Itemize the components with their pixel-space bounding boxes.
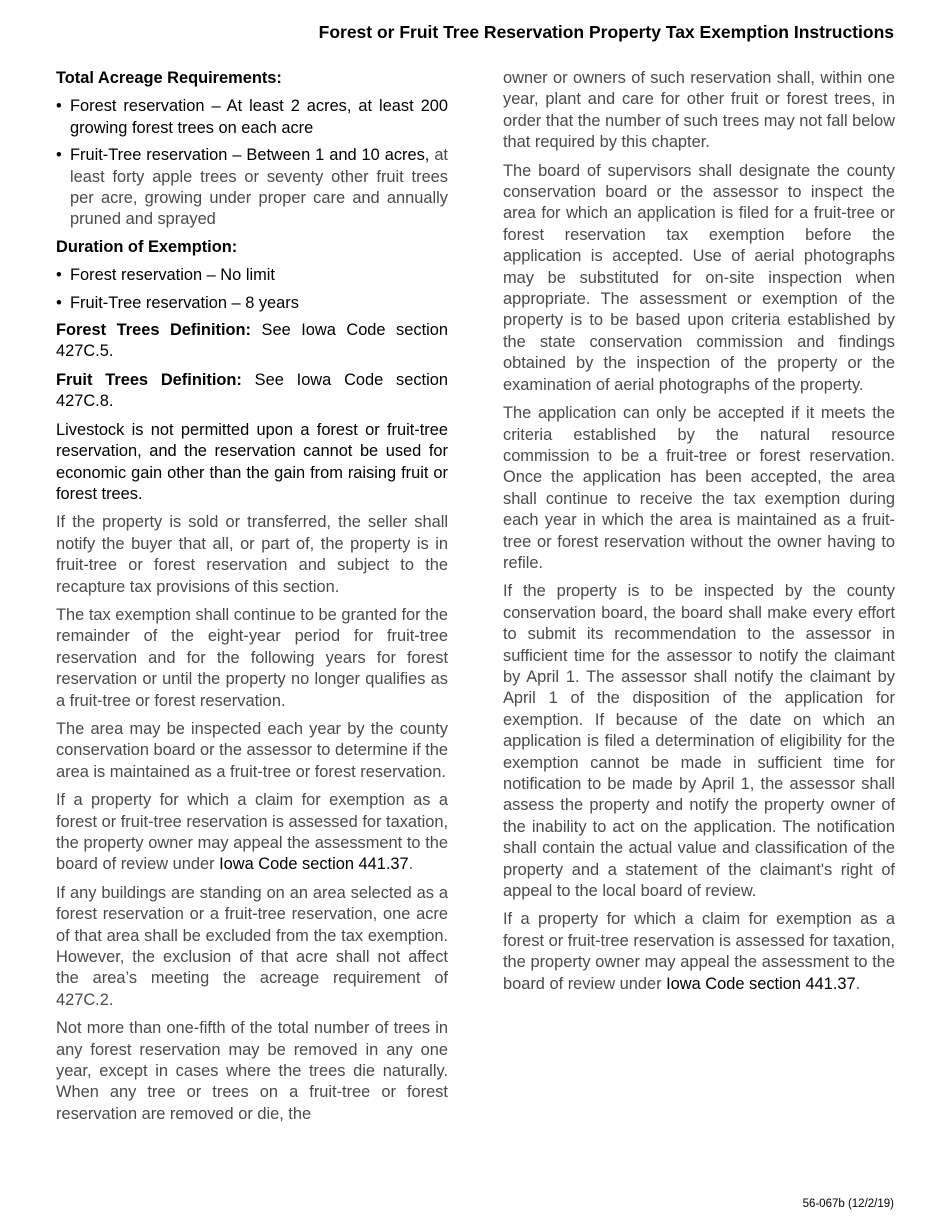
livestock-paragraph: Livestock is not permitted upon a forest or fruit-tree reservation, and the reservation cannot be used for economic gain other than the gain from raising fruit or forest trees. bbox=[56, 420, 448, 503]
forest-definition-text: See Iowa Code section 427C.5. bbox=[56, 321, 448, 361]
acreage-heading: Total Acreage Requirements: bbox=[56, 69, 282, 87]
acreage-list bbox=[56, 96, 448, 230]
acreage-fruit-detail: at least forty apple trees or seventy other fruit trees per acre, growing under proper care and annually pruned and sprayed bbox=[70, 146, 448, 229]
list-item: • Forest reservation – No limit bbox=[56, 265, 448, 286]
list-item bbox=[56, 145, 448, 231]
accepted-paragraph: The application can only be accepted if it meets the criteria established by the natural resource commission to be a fruit-tree or forest reservation. Once the application has been accepted, the area shall continue to receive the tax exemption during each year in which the area is maintained as a fruit-tree or forest reservation without the owner having to refile. bbox=[503, 404, 895, 572]
board-paragraph: The board of supervisors shall designate the county conservation board or the assessor to inspect the area for which an application is filed for a fruit-tree or forest reservation tax exemption before the application is accepted. Use of aerial photographs may be substituted for on-site inspection when appropriate. The assessment or exemption of the property is to be based upon criteria established by the state conservation commission and findings obtained by the inspection of the property or the examination of aerial photographs of the property. bbox=[503, 161, 895, 394]
appeal-paragraph bbox=[56, 790, 448, 876]
left-column bbox=[56, 68, 448, 1132]
appeal-end: . bbox=[855, 974, 861, 993]
appeal-end: . bbox=[408, 855, 414, 874]
removal-paragraph: Not more than one-fifth of the total number of trees in any forest reservation may be removed in any one year, except in cases where the trees die naturally. When any tree or trees on a fruit-tree or forest reservation are removed or die, the bbox=[56, 1019, 448, 1123]
appeal-code-link[interactable]: Iowa Code section 441.37 bbox=[666, 974, 856, 993]
right-column bbox=[503, 68, 895, 1002]
acreage-forest: Forest reservation – At least 2 acres, at least 200 growing forest trees on each acre bbox=[70, 97, 448, 137]
appeal-text: If a property for which a claim for exemption as a forest or fruit-tree reservation is assessed for taxation, the property owner may appeal the assessment to the board of review under bbox=[56, 791, 448, 874]
fruit-definition-label: Fruit Trees Definition: bbox=[56, 370, 242, 389]
forest-definition-label: Forest Trees Definition: bbox=[56, 321, 251, 340]
page-title: Forest or Fruit Tree Reservation Property Tax Exemption Instructions bbox=[318, 22, 894, 42]
sold-paragraph: If the property is sold or transferred, the seller shall notify the buyer that all, or part of, the property is in fruit-tree or forest reservation and subject to the recapture tax provisions of this section. bbox=[56, 513, 448, 596]
acreage-fruit: Fruit-Tree reservation – Between 1 and 10 acres, bbox=[70, 146, 430, 165]
duration-list bbox=[56, 265, 448, 314]
fruit-definition-text: See Iowa Code section 427C.8. bbox=[56, 370, 448, 411]
appeal-text: If a property for which a claim for exemption as a forest or fruit-tree reservation is assessed for taxation, the property owner may appeal the assessment to the board of review under bbox=[503, 910, 895, 993]
fruit-definition bbox=[56, 370, 448, 413]
continue-paragraph: The tax exemption shall continue to be granted for the remainder of the eight-year period for fruit-tree reservation and for the following years for forest reservation or until the property no longer qualifies as a fruit-tree or forest reservation. bbox=[56, 605, 448, 710]
list-item: • Fruit-Tree reservation – 8 years bbox=[56, 293, 448, 314]
buildings-paragraph: If any buildings are standing on an area selected as a forest reservation or a fruit-tree reservation, one acre of that area shall be excluded from the tax exemption. However, the exclusion of that acre shall not affect the area’s meeting the acreage requirement of 427C.2. bbox=[56, 883, 448, 1009]
appeal-paragraph-right bbox=[503, 909, 895, 995]
appeal-code-link[interactable]: Iowa Code section 441.37 bbox=[219, 855, 409, 874]
form-number: 56-067b (12/2/19) bbox=[802, 1198, 894, 1210]
owner-paragraph: owner or owners of such reservation shall, within one year, plant and care for other fruit or forest trees, in order that the number of such trees may not fall below that required by this chapter. bbox=[503, 69, 895, 152]
forest-definition bbox=[56, 320, 448, 363]
inspect-paragraph: The area may be inspected each year by the county conservation board or the assessor to determine if the area is maintained as a fruit-tree or forest reservation. bbox=[56, 719, 448, 781]
inspected-paragraph: If the property is to be inspected by the county conservation board, the board shall make every effort to submit its recommendation to the assessor in sufficient time for the assessor to notify the claimant by April 1. The assessor shall notify the claimant by April 1 of the disposition of the application for exemption. If because of the date on which an application is filed a determination of eligibility for the exemption cannot be made in sufficient time for notification to be made by April 1, the assessor shall assess the property and notify the property owner of the inability to act on the application. The notification shall contain the actual value and classification of the property and a statement of the claimant's right of appeal to the local board of review. bbox=[503, 582, 895, 901]
duration-heading: Duration of Exemption: bbox=[56, 237, 238, 256]
list-item bbox=[56, 96, 448, 139]
